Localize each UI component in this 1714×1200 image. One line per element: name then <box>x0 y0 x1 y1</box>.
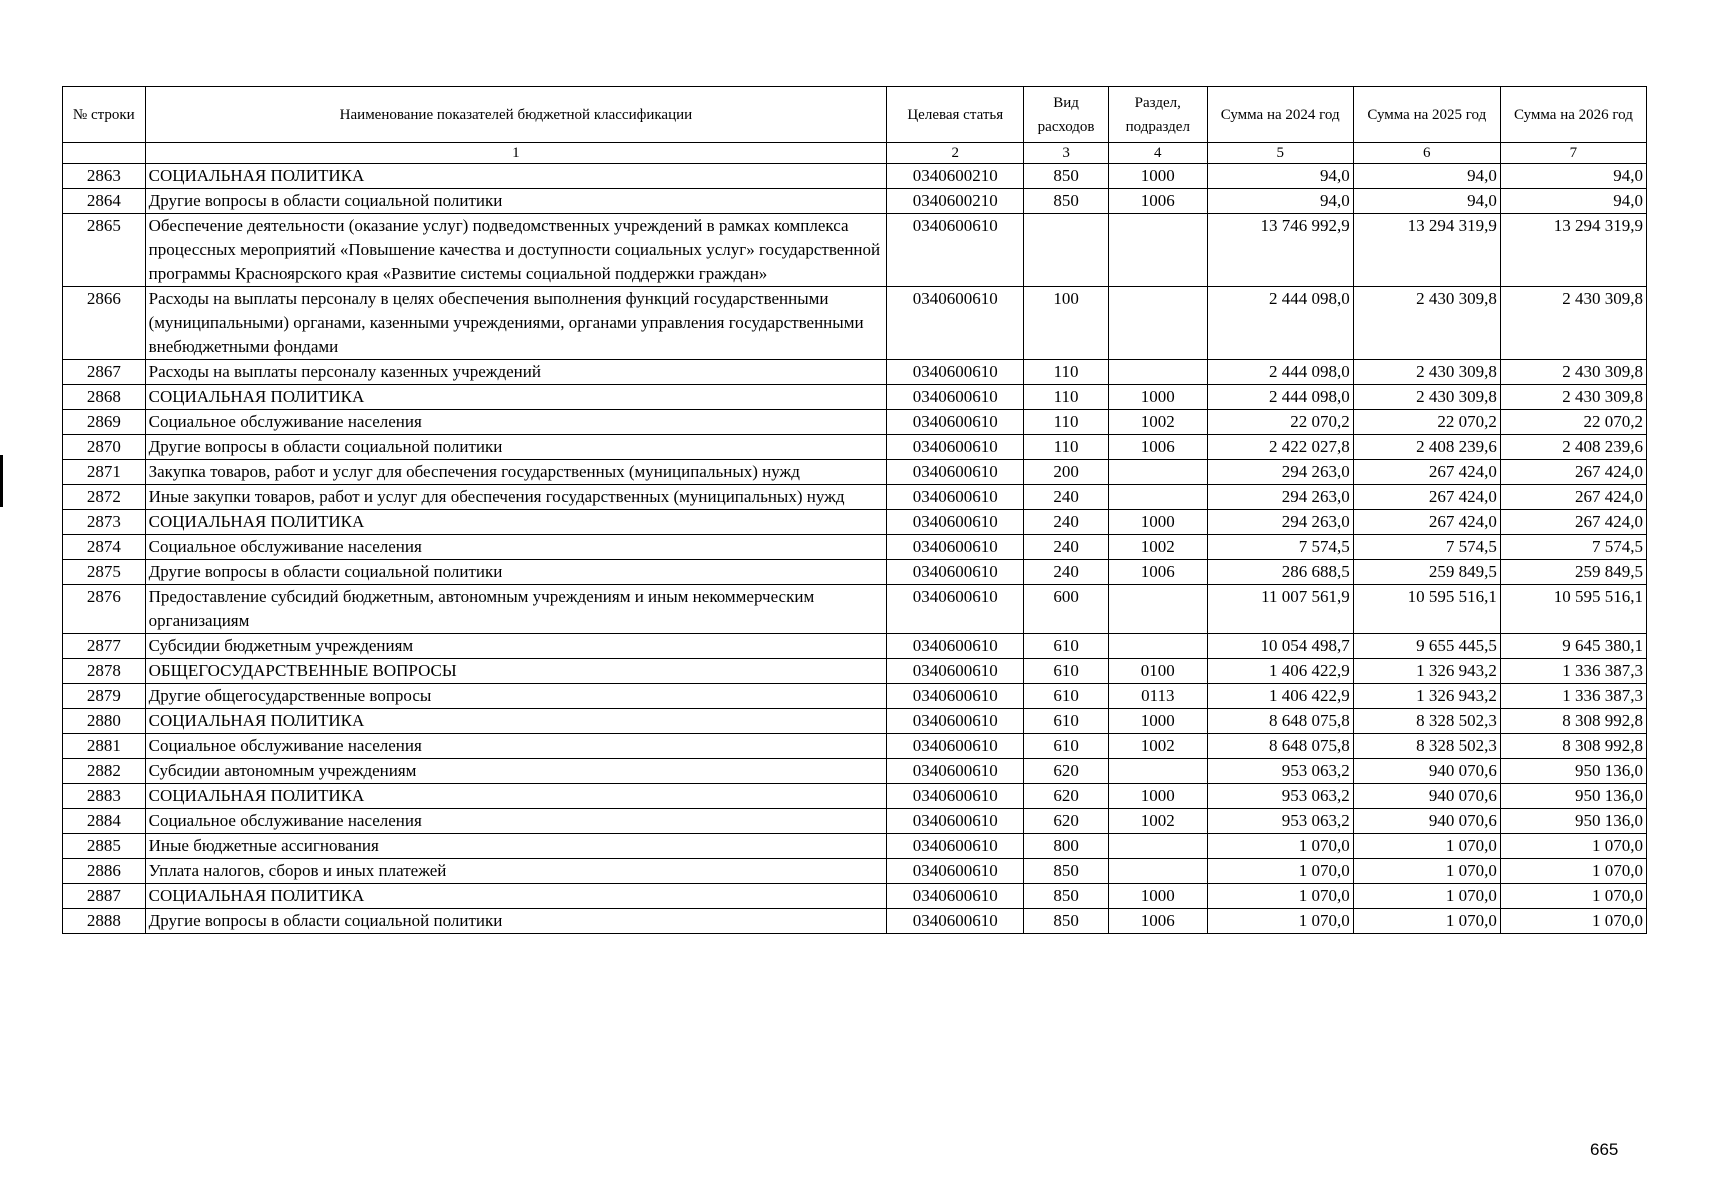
sum-2025-cell: 1 070,0 <box>1353 859 1500 884</box>
target-article-cell: 0340600210 <box>887 164 1024 189</box>
expense-kind-cell: 100 <box>1024 287 1109 360</box>
target-article-cell: 0340600610 <box>887 510 1024 535</box>
table-row <box>63 535 1647 560</box>
table-row <box>63 634 1647 659</box>
sum-2026-cell: 94,0 <box>1500 164 1646 189</box>
section-cell: 1000 <box>1108 709 1207 734</box>
table-row <box>63 287 1647 360</box>
indicator-name-cell: СОЦИАЛЬНАЯ ПОЛИТИКА <box>145 784 887 809</box>
row-number-cell: 2867 <box>63 360 146 385</box>
target-article-cell: 0340600610 <box>887 734 1024 759</box>
expense-kind-cell: 110 <box>1024 410 1109 435</box>
sum-2025-cell: 8 328 502,3 <box>1353 734 1500 759</box>
sum-2026-cell: 1 070,0 <box>1500 834 1646 859</box>
sum-2026-cell: 267 424,0 <box>1500 460 1646 485</box>
expense-kind-cell: 620 <box>1024 809 1109 834</box>
expense-kind-cell: 600 <box>1024 585 1109 634</box>
section-cell <box>1108 634 1207 659</box>
indicator-name-cell: Предоставление субсидий бюджетным, автономным учреждениям и иным некоммерческим организациям <box>145 585 887 634</box>
column-number: 4 <box>1108 143 1207 164</box>
indicator-name-cell: Иные закупки товаров, работ и услуг для обеспечения государственных (муниципальных) нужд <box>145 485 887 510</box>
row-number-cell: 2874 <box>63 535 146 560</box>
row-number-cell: 2888 <box>63 909 146 934</box>
sum-2024-cell: 2 444 098,0 <box>1207 385 1353 410</box>
sum-2026-cell: 8 308 992,8 <box>1500 734 1646 759</box>
section-cell: 1002 <box>1108 734 1207 759</box>
row-number-cell: 2887 <box>63 884 146 909</box>
row-number-cell: 2863 <box>63 164 146 189</box>
sum-2024-cell: 2 444 098,0 <box>1207 360 1353 385</box>
row-number-cell: 2875 <box>63 560 146 585</box>
indicator-name-cell: СОЦИАЛЬНАЯ ПОЛИТИКА <box>145 884 887 909</box>
sum-2024-cell: 294 263,0 <box>1207 510 1353 535</box>
sum-2024-cell: 953 063,2 <box>1207 784 1353 809</box>
indicator-name-cell: Обеспечение деятельности (оказание услуг) подведомственных учреждений в рамках комплекса процессных мероприятий «Повышение качества и доступности социальных услуг» государственной программы Красноярского края «Развитие системы социальной поддержки граждан» <box>145 214 887 287</box>
indicator-name-cell: Другие вопросы в области социальной политики <box>145 435 887 460</box>
indicator-name-cell: Социальное обслуживание населения <box>145 809 887 834</box>
sum-2026-cell: 13 294 319,9 <box>1500 214 1646 287</box>
table-row <box>63 189 1647 214</box>
sum-2024-cell: 1 070,0 <box>1207 834 1353 859</box>
indicator-name-cell: СОЦИАЛЬНАЯ ПОЛИТИКА <box>145 164 887 189</box>
target-article-cell: 0340600610 <box>887 435 1024 460</box>
row-number-cell: 2865 <box>63 214 146 287</box>
table-row <box>63 859 1647 884</box>
row-number-cell: 2864 <box>63 189 146 214</box>
row-number-cell: 2868 <box>63 385 146 410</box>
expense-kind-cell: 610 <box>1024 734 1109 759</box>
sum-2026-cell: 9 645 380,1 <box>1500 634 1646 659</box>
table-row <box>63 784 1647 809</box>
sum-2024-cell: 22 070,2 <box>1207 410 1353 435</box>
sum-2025-cell: 267 424,0 <box>1353 510 1500 535</box>
sum-2025-cell: 940 070,6 <box>1353 784 1500 809</box>
section-cell <box>1108 859 1207 884</box>
target-article-cell: 0340600610 <box>887 834 1024 859</box>
row-number-cell: 2884 <box>63 809 146 834</box>
expense-kind-cell: 240 <box>1024 535 1109 560</box>
sum-2024-cell: 1 406 422,9 <box>1207 684 1353 709</box>
target-article-cell: 0340600610 <box>887 535 1024 560</box>
row-number-cell: 2877 <box>63 634 146 659</box>
sum-2025-cell: 1 326 943,2 <box>1353 684 1500 709</box>
sum-2026-cell: 1 336 387,3 <box>1500 659 1646 684</box>
table-row <box>63 759 1647 784</box>
indicator-name-cell: СОЦИАЛЬНАЯ ПОЛИТИКА <box>145 709 887 734</box>
table-row <box>63 809 1647 834</box>
column-number: 7 <box>1500 143 1646 164</box>
sum-2024-cell: 286 688,5 <box>1207 560 1353 585</box>
section-cell <box>1108 360 1207 385</box>
expense-kind-cell: 110 <box>1024 360 1109 385</box>
sum-2026-cell: 2 408 239,6 <box>1500 435 1646 460</box>
indicator-name-cell: СОЦИАЛЬНАЯ ПОЛИТИКА <box>145 385 887 410</box>
sum-2024-cell: 94,0 <box>1207 164 1353 189</box>
section-cell: 1006 <box>1108 909 1207 934</box>
row-number-cell: 2873 <box>63 510 146 535</box>
expense-kind-cell: 110 <box>1024 435 1109 460</box>
sum-2026-cell: 1 070,0 <box>1500 859 1646 884</box>
sum-2026-cell: 1 336 387,3 <box>1500 684 1646 709</box>
sum-2026-cell: 950 136,0 <box>1500 759 1646 784</box>
indicator-name-cell: СОЦИАЛЬНАЯ ПОЛИТИКА <box>145 510 887 535</box>
sum-2025-cell: 2 430 309,8 <box>1353 360 1500 385</box>
section-cell <box>1108 834 1207 859</box>
table-body <box>63 164 1647 934</box>
target-article-cell: 0340600610 <box>887 909 1024 934</box>
table-row <box>63 385 1647 410</box>
indicator-name-cell: Уплата налогов, сборов и иных платежей <box>145 859 887 884</box>
header-expense-kind: Вид расходов <box>1024 87 1109 143</box>
section-cell: 1006 <box>1108 560 1207 585</box>
table-row <box>63 684 1647 709</box>
header-section: Раздел, подраздел <box>1108 87 1207 143</box>
expense-kind-cell: 800 <box>1024 834 1109 859</box>
indicator-name-cell: ОБЩЕГОСУДАРСТВЕННЫЕ ВОПРОСЫ <box>145 659 887 684</box>
row-number-cell: 2882 <box>63 759 146 784</box>
expense-kind-cell: 610 <box>1024 659 1109 684</box>
indicator-name-cell: Социальное обслуживание населения <box>145 410 887 435</box>
sum-2026-cell: 94,0 <box>1500 189 1646 214</box>
sum-2024-cell: 294 263,0 <box>1207 485 1353 510</box>
sum-2024-cell: 94,0 <box>1207 189 1353 214</box>
row-number-cell: 2876 <box>63 585 146 634</box>
sum-2026-cell: 8 308 992,8 <box>1500 709 1646 734</box>
indicator-name-cell: Другие вопросы в области социальной политики <box>145 189 887 214</box>
sum-2024-cell: 8 648 075,8 <box>1207 709 1353 734</box>
sum-2026-cell: 267 424,0 <box>1500 485 1646 510</box>
indicator-name-cell: Другие общегосударственные вопросы <box>145 684 887 709</box>
row-number-cell: 2871 <box>63 460 146 485</box>
sum-2024-cell: 1 406 422,9 <box>1207 659 1353 684</box>
row-number-cell: 2870 <box>63 435 146 460</box>
sum-2024-cell: 2 422 027,8 <box>1207 435 1353 460</box>
header-sum-2026: Сумма на 2026 год <box>1500 87 1646 143</box>
table-header-row <box>63 87 1647 143</box>
sum-2025-cell: 940 070,6 <box>1353 809 1500 834</box>
section-cell <box>1108 214 1207 287</box>
expense-kind-cell: 240 <box>1024 560 1109 585</box>
sum-2024-cell: 10 054 498,7 <box>1207 634 1353 659</box>
sum-2026-cell: 1 070,0 <box>1500 909 1646 934</box>
sum-2026-cell: 2 430 309,8 <box>1500 385 1646 410</box>
sum-2025-cell: 94,0 <box>1353 189 1500 214</box>
section-cell <box>1108 485 1207 510</box>
column-number: 3 <box>1024 143 1109 164</box>
sum-2026-cell: 259 849,5 <box>1500 560 1646 585</box>
target-article-cell: 0340600610 <box>887 214 1024 287</box>
section-cell <box>1108 759 1207 784</box>
table-row <box>63 485 1647 510</box>
table-row <box>63 360 1647 385</box>
row-number-cell: 2869 <box>63 410 146 435</box>
target-article-cell: 0340600610 <box>887 560 1024 585</box>
sum-2024-cell: 1 070,0 <box>1207 909 1353 934</box>
table-row <box>63 585 1647 634</box>
sum-2025-cell: 1 070,0 <box>1353 884 1500 909</box>
header-target-article: Целевая статья <box>887 87 1024 143</box>
table-row <box>63 659 1647 684</box>
sum-2024-cell: 2 444 098,0 <box>1207 287 1353 360</box>
target-article-cell: 0340600610 <box>887 585 1024 634</box>
sum-2025-cell: 10 595 516,1 <box>1353 585 1500 634</box>
column-number-row <box>63 143 1647 164</box>
sum-2025-cell: 13 294 319,9 <box>1353 214 1500 287</box>
target-article-cell: 0340600610 <box>887 709 1024 734</box>
sum-2024-cell: 11 007 561,9 <box>1207 585 1353 634</box>
sum-2024-cell: 8 648 075,8 <box>1207 734 1353 759</box>
expense-kind-cell: 240 <box>1024 485 1109 510</box>
expense-kind-cell: 850 <box>1024 189 1109 214</box>
sum-2025-cell: 259 849,5 <box>1353 560 1500 585</box>
table-row <box>63 214 1647 287</box>
indicator-name-cell: Расходы на выплаты персоналу в целях обеспечения выполнения функций государственными (муниципальными) органами, казенными учреждениями, органами управления государственными внебюджетными фондами <box>145 287 887 360</box>
indicator-name-cell: Закупка товаров, работ и услуг для обеспечения государственных (муниципальных) нужд <box>145 460 887 485</box>
indicator-name-cell: Субсидии автономным учреждениям <box>145 759 887 784</box>
sum-2026-cell: 2 430 309,8 <box>1500 360 1646 385</box>
expense-kind-cell: 850 <box>1024 859 1109 884</box>
section-cell: 1002 <box>1108 809 1207 834</box>
indicator-name-cell: Другие вопросы в области социальной политики <box>145 560 887 585</box>
header-sum-2024: Сумма на 2024 год <box>1207 87 1353 143</box>
target-article-cell: 0340600610 <box>887 809 1024 834</box>
target-article-cell: 0340600610 <box>887 287 1024 360</box>
table-row <box>63 709 1647 734</box>
sum-2025-cell: 2 430 309,8 <box>1353 287 1500 360</box>
scan-margin-mark <box>0 455 3 507</box>
budget-table <box>62 86 1647 934</box>
expense-kind-cell: 610 <box>1024 709 1109 734</box>
table-row <box>63 909 1647 934</box>
sum-2025-cell: 1 070,0 <box>1353 909 1500 934</box>
section-cell: 1000 <box>1108 385 1207 410</box>
section-cell: 1002 <box>1108 535 1207 560</box>
sum-2026-cell: 7 574,5 <box>1500 535 1646 560</box>
row-number-cell: 2866 <box>63 287 146 360</box>
sum-2024-cell: 1 070,0 <box>1207 884 1353 909</box>
indicator-name-cell: Другие вопросы в области социальной политики <box>145 909 887 934</box>
section-cell: 1000 <box>1108 884 1207 909</box>
section-cell: 1000 <box>1108 784 1207 809</box>
sum-2025-cell: 267 424,0 <box>1353 460 1500 485</box>
target-article-cell: 0340600610 <box>887 884 1024 909</box>
sum-2026-cell: 950 136,0 <box>1500 809 1646 834</box>
sum-2025-cell: 267 424,0 <box>1353 485 1500 510</box>
header-row-number: № строки <box>63 87 146 143</box>
expense-kind-cell: 620 <box>1024 759 1109 784</box>
target-article-cell: 0340600610 <box>887 360 1024 385</box>
expense-kind-cell: 850 <box>1024 909 1109 934</box>
indicator-name-cell: Социальное обслуживание населения <box>145 734 887 759</box>
target-article-cell: 0340600610 <box>887 385 1024 410</box>
sum-2024-cell: 294 263,0 <box>1207 460 1353 485</box>
sum-2024-cell: 13 746 992,9 <box>1207 214 1353 287</box>
target-article-cell: 0340600610 <box>887 460 1024 485</box>
indicator-name-cell: Субсидии бюджетным учреждениям <box>145 634 887 659</box>
section-cell <box>1108 460 1207 485</box>
expense-kind-cell: 240 <box>1024 510 1109 535</box>
row-number-cell: 2883 <box>63 784 146 809</box>
indicator-name-cell: Социальное обслуживание населения <box>145 535 887 560</box>
expense-kind-cell: 850 <box>1024 884 1109 909</box>
sum-2025-cell: 1 326 943,2 <box>1353 659 1500 684</box>
row-number-cell: 2881 <box>63 734 146 759</box>
page-number: 665 <box>1590 1140 1619 1159</box>
section-cell: 1006 <box>1108 435 1207 460</box>
sum-2026-cell: 950 136,0 <box>1500 784 1646 809</box>
sum-2024-cell: 1 070,0 <box>1207 859 1353 884</box>
expense-kind-cell: 850 <box>1024 164 1109 189</box>
header-sum-2025: Сумма на 2025 год <box>1353 87 1500 143</box>
target-article-cell: 0340600610 <box>887 634 1024 659</box>
row-number-cell: 2885 <box>63 834 146 859</box>
section-cell: 1006 <box>1108 189 1207 214</box>
table-row <box>63 410 1647 435</box>
sum-2025-cell: 22 070,2 <box>1353 410 1500 435</box>
column-number: 1 <box>145 143 887 164</box>
sum-2025-cell: 940 070,6 <box>1353 759 1500 784</box>
expense-kind-cell: 610 <box>1024 684 1109 709</box>
table-row <box>63 460 1647 485</box>
table-row <box>63 164 1647 189</box>
row-number-cell: 2872 <box>63 485 146 510</box>
column-number: 6 <box>1353 143 1500 164</box>
table-row <box>63 560 1647 585</box>
target-article-cell: 0340600610 <box>887 659 1024 684</box>
section-cell: 1000 <box>1108 510 1207 535</box>
target-article-cell: 0340600610 <box>887 759 1024 784</box>
sum-2026-cell: 1 070,0 <box>1500 884 1646 909</box>
expense-kind-cell: 620 <box>1024 784 1109 809</box>
target-article-cell: 0340600610 <box>887 410 1024 435</box>
sum-2026-cell: 267 424,0 <box>1500 510 1646 535</box>
expense-kind-cell: 610 <box>1024 634 1109 659</box>
section-cell: 1002 <box>1108 410 1207 435</box>
expense-kind-cell: 110 <box>1024 385 1109 410</box>
table-row <box>63 510 1647 535</box>
row-number-cell: 2879 <box>63 684 146 709</box>
sum-2024-cell: 953 063,2 <box>1207 809 1353 834</box>
target-article-cell: 0340600610 <box>887 859 1024 884</box>
sum-2025-cell: 2 430 309,8 <box>1353 385 1500 410</box>
table-row <box>63 734 1647 759</box>
sum-2024-cell: 953 063,2 <box>1207 759 1353 784</box>
table-row <box>63 834 1647 859</box>
header-indicator-name: Наименование показателей бюджетной классификации <box>145 87 887 143</box>
sum-2025-cell: 9 655 445,5 <box>1353 634 1500 659</box>
section-cell: 0100 <box>1108 659 1207 684</box>
target-article-cell: 0340600610 <box>887 485 1024 510</box>
sum-2025-cell: 94,0 <box>1353 164 1500 189</box>
sum-2025-cell: 7 574,5 <box>1353 535 1500 560</box>
column-number: 2 <box>887 143 1024 164</box>
table-row <box>63 884 1647 909</box>
sum-2025-cell: 2 408 239,6 <box>1353 435 1500 460</box>
sum-2024-cell: 7 574,5 <box>1207 535 1353 560</box>
sum-2025-cell: 1 070,0 <box>1353 834 1500 859</box>
sum-2026-cell: 10 595 516,1 <box>1500 585 1646 634</box>
target-article-cell: 0340600610 <box>887 684 1024 709</box>
sum-2025-cell: 8 328 502,3 <box>1353 709 1500 734</box>
row-number-cell: 2880 <box>63 709 146 734</box>
table-row <box>63 435 1647 460</box>
column-number: 5 <box>1207 143 1353 164</box>
sum-2026-cell: 22 070,2 <box>1500 410 1646 435</box>
section-cell: 1000 <box>1108 164 1207 189</box>
indicator-name-cell: Иные бюджетные ассигнования <box>145 834 887 859</box>
section-cell <box>1108 585 1207 634</box>
target-article-cell: 0340600210 <box>887 189 1024 214</box>
section-cell: 0113 <box>1108 684 1207 709</box>
row-number-cell: 2878 <box>63 659 146 684</box>
expense-kind-cell <box>1024 214 1109 287</box>
column-number <box>63 143 146 164</box>
section-cell <box>1108 287 1207 360</box>
sum-2026-cell: 2 430 309,8 <box>1500 287 1646 360</box>
target-article-cell: 0340600610 <box>887 784 1024 809</box>
expense-kind-cell: 200 <box>1024 460 1109 485</box>
row-number-cell: 2886 <box>63 859 146 884</box>
indicator-name-cell: Расходы на выплаты персоналу казенных учреждений <box>145 360 887 385</box>
